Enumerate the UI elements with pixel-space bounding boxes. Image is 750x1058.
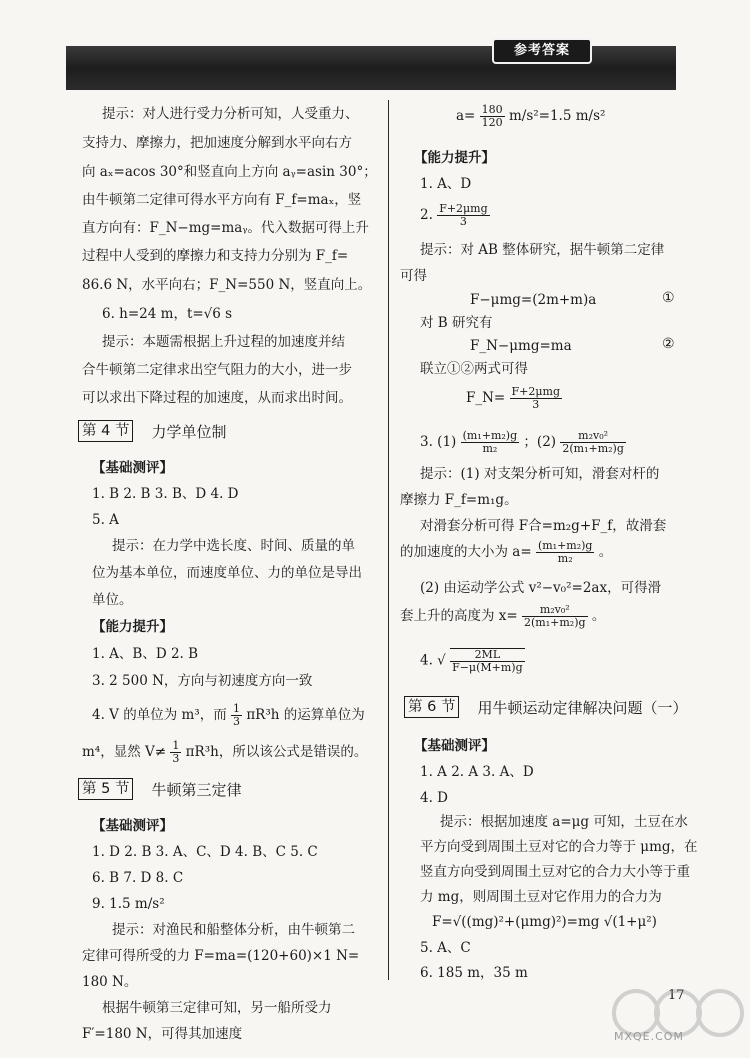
equation-marker: ② [662,336,675,352]
text-line: 支持力、摩擦力，把加速度分解到水平向右方 [82,135,352,151]
equation: F−μmg=(2m+m)a [470,292,597,308]
fraction: $\frac{1}{3}$ [172,739,180,765]
section-number: 第 5 节 [78,778,133,800]
answer-line: 1. A、D [420,176,472,192]
text-line: 根据牛顿第三定律可知，另一船所受力 [102,1000,332,1016]
text-line: 竖直方向受到周围土豆对它的合力大小等于重 [420,864,690,880]
subheading: 【基础测评】 [92,818,173,834]
text-line: 平方向受到周围土豆对它的合力等于 μmg，在 [420,839,698,855]
text-line: 86.6 N，水平向右；F_N=550 N，竖直向上。 [82,277,372,293]
equation: a= $\frac{180}{120}$ m/s²=1.5 m/s² [456,103,606,129]
subheading: 【基础测评】 [414,738,495,754]
answer-line: 6. B 7. D 8. C [92,870,184,886]
fraction: $\frac{\text{m₂v₀²}}{\text{2(m₁+m₂)g}}$ [524,603,586,629]
text-line: 直方向有：F_N−mg=maᵧ。代入数据可得上升 [82,220,369,236]
text-line: 定律可得所受的力 F=ma=(120+60)×1 N= [82,948,360,964]
text-line: 位为基本单位，而速度单位、力的单位是导出 [92,565,362,581]
section-heading-5 [78,778,241,800]
section-title: 牛顿第三定律 [151,780,242,799]
text-line: 联立①②两式可得 [420,361,528,377]
equation: F=√((mg)²+(μmg)²)=mg √(1+μ²) [432,914,657,930]
answer-line: 5. A [92,512,119,528]
section-number: 第 4 节 [78,420,133,442]
answer-line: 4. D [420,790,448,806]
answer-line: 1. A 2. A 3. A、D [420,764,534,780]
section-number: 第 6 节 [404,696,459,718]
text-line: 摩擦力 F_f=m₁g。 [400,492,518,508]
answer-line: 3. 2 500 N，方向与初速度方向一致 [92,673,313,689]
answer-line: 3. (1) $\frac{\text{(m₁+m₂)g}}{\text{m₂}}$ ；(2) $\frac{\text{m₂v₀²}}{\text{2(m₁+m₂)g}}$ [420,429,624,455]
fraction: $\frac{2ML}{F-\mu(M+m)g}$ [452,648,523,674]
text-line: 提示：对 AB 整体研究，据牛顿第二定律 [420,242,665,258]
subheading: 【能力提升】 [414,150,495,166]
subheading: 【能力提升】 [92,619,173,635]
text-line: m⁴，显然 V≠ $\frac{1}{3}$ πR³h，所以该公式是错误的。 [82,739,368,765]
answer-line: 2. $\frac{\text{F+2μmg}}{3}$ [420,202,488,228]
text-line: 的加速度的大小为 a= $\frac{\text{(m₁+m₂)g}}{\text{m₂}}$ 。 [400,539,613,565]
text-line: 力 mg，则周围土豆对它作用力的合力为 [420,889,662,905]
text-line: 向 aₓ=acos 30°和竖直向上方向 aᵧ=asin 30°； [82,164,377,180]
text-line: 过程中人受到的摩擦力和支持力分别为 F_f= [82,248,349,264]
fraction: $\frac{\text{F+2μmg}}{3}$ [511,385,561,411]
subheading: 【基础测评】 [92,460,173,476]
page-number: 17 [668,988,685,1003]
section-heading-6 [404,696,687,718]
equation: F_N= $\frac{\text{F+2μmg}}{3}$ [466,385,561,411]
fraction: $\frac{1}{3}$ [233,702,241,728]
text-line: 合牛顿第二定律求出空气阻力的大小，进一步 [82,362,352,378]
equation-marker: ① [662,290,675,306]
text-line: 可以求出下降过程的加速度，从而求出时间。 [82,390,352,406]
answer-key-tab: 参考答案 [492,38,592,64]
text-line: 由牛顿第二定律可得水平方向有 F_f=maₓ，竖 [82,192,362,208]
text-line: 提示：(1) 对支架分析可知，滑套对杆的 [420,466,660,482]
answer-line: 6. 185 m，35 m [420,965,528,981]
text-line: 单位。 [92,592,133,608]
text-line: 180 N。 [82,974,138,990]
fraction: $\frac{180}{120}$ [481,103,503,129]
text-line: 提示：根据加速度 a=μg 可知，土豆在水 [440,814,688,830]
answer-line: 5. A、C [420,940,471,956]
text-line: 可得 [400,268,427,284]
text-line: 提示：对人进行受力分析可知，人受重力、 [102,106,359,122]
answer-line: 6. h=24 m，t=√6 s [102,306,233,322]
answer-line: 4. √ $\frac{2ML}{F-\mu(M+m)g}$ [420,648,523,674]
section-title: 力学单位制 [151,422,227,441]
answer-line: 1. A、B、D 2. B [92,646,199,662]
text-line: 套上升的高度为 x= $\frac{\text{m₂v₀²}}{\text{2(m₁+m₂)g}}$ 。 [400,603,606,629]
equation: F_N−μmg=ma [470,338,572,354]
text-line: F′=180 N，可得其加速度 [82,1026,243,1042]
fraction: $\frac{\text{(m₁+m₂)g}}{\text{m₂}}$ [462,429,518,455]
text-line: 提示：本题需根据上升过程的加速度并结 [102,334,345,350]
answer-line: 9. 1.5 m/s² [92,896,165,912]
section-heading-4 [78,420,226,442]
section-title: 用牛顿运动定律解决问题（一） [477,698,688,717]
fraction: $\frac{\text{m₂v₀²}}{\text{2(m₁+m₂)g}}$ [562,429,624,455]
answer-line: 1. B 2. B 3. B、D 4. D [92,486,239,502]
text-line: 对 B 研究有 [420,315,493,331]
watermark-text: MXQE.COM [614,1030,684,1043]
column-divider [388,100,389,980]
fraction: $\frac{\text{F+2μmg}}{3}$ [439,202,488,228]
text-line: (2) 由运动学公式 v²−v₀²=2ax，可得滑 [420,580,662,596]
answer-line: 1. D 2. B 3. A、C、D 4. B、C 5. C [92,844,318,860]
text-line: 对滑套分析可得 F合=m₂g+F_f，故滑套 [420,518,667,534]
answer-line: 4. V 的单位为 m³，而 $\frac{1}{3}$ πR³h 的运算单位为 [92,702,365,728]
text-line: 提示：在力学中选长度、时间、质量的单 [112,538,355,554]
fraction: $\frac{\text{(m₁+m₂)g}}{\text{m₂}}$ [537,539,593,565]
text-line: 提示：对渔民和船整体分析，由牛顿第二 [112,922,355,938]
